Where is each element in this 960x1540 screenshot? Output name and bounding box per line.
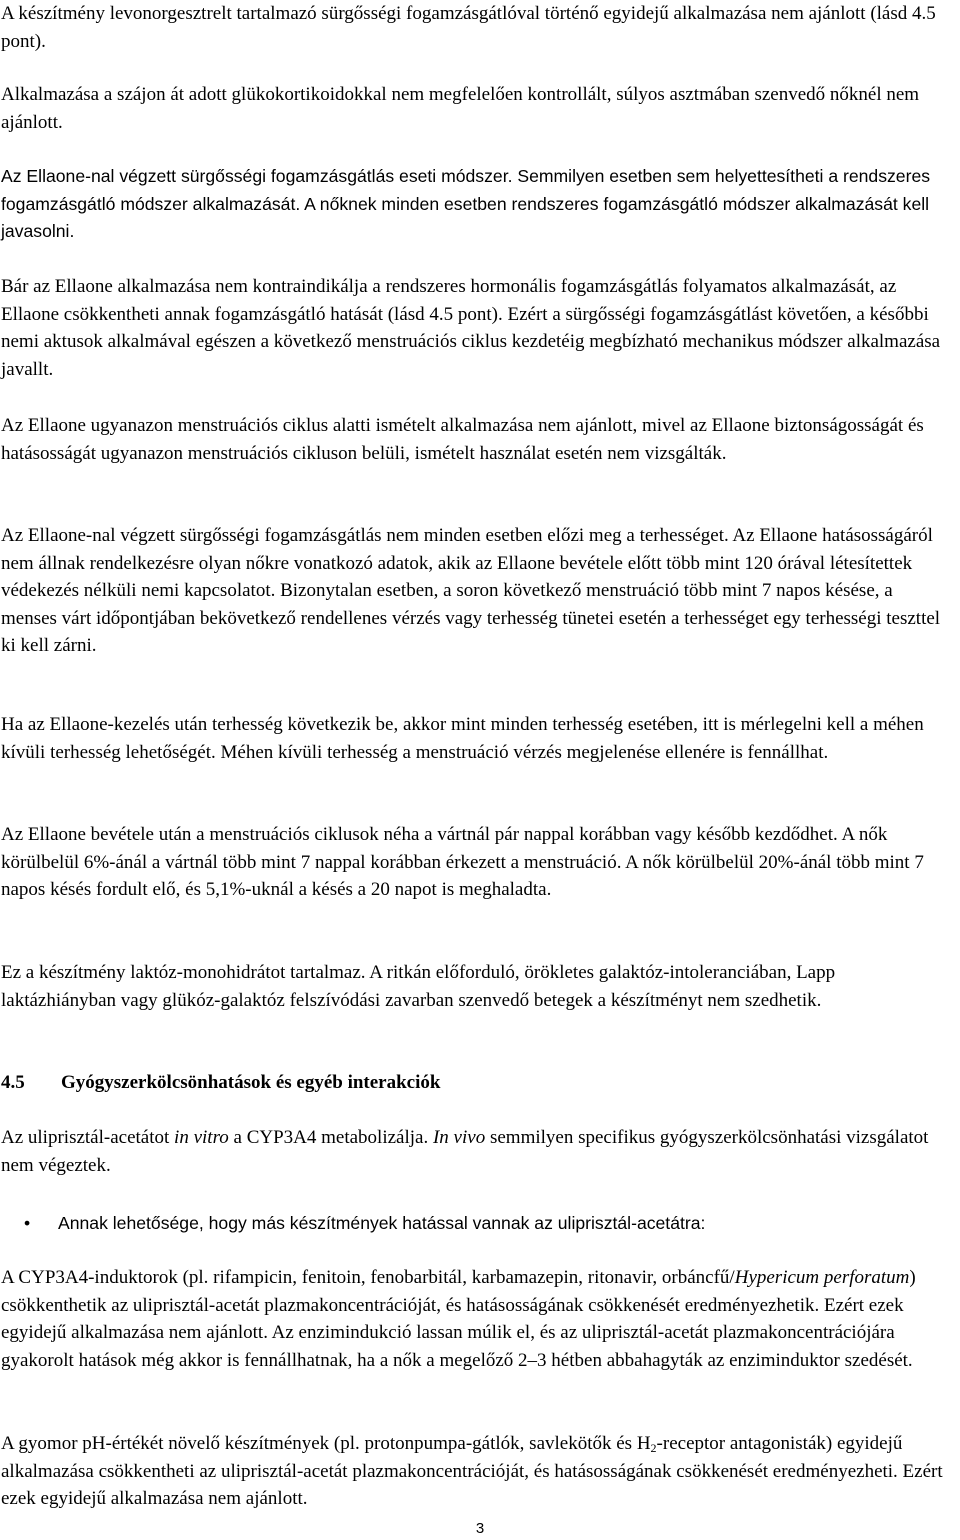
paragraph-occasional-method: Az Ellaone-nal végzett sürgősségi fogamzásgátlás eseti módszer. Semmilyen esetben sem helyettesítheti a rendszeres fogamzásgátló módszer alkalmazását. A nőknek minden esetben rendszeres fogamzásgátló módszer alkalmazását kell javasolni. bbox=[1, 166, 931, 241]
text-run: -receptor antagonisták) egyidejű alkalmazása csökkentheti az uliprisztál-acetát plazmakoncentrációját, és hatásosságának csökkenését eredményezheti. Ezért ezek egyidejű alkalmazása nem ajánlott. bbox=[1, 1433, 943, 1509]
section-title: Gyógyszerkölcsönhatások és egyéb interakciók bbox=[61, 1072, 441, 1093]
paragraph-lactose: Ez a készítmény laktóz-monohidrátot tartalmaz. A ritkán előforduló, örökletes galaktóz-intoleranciában, Lapp laktázhiányban vagy glükóz-galaktóz felszívódási zavarban szenvedő betegek a készítményt nem szedhetik. bbox=[1, 962, 836, 1011]
section-number: 4.5 bbox=[1, 1072, 25, 1093]
paragraph-gastric-ph bbox=[1, 1430, 951, 1513]
paragraph-levonorgestrel-warning: A készítmény levonorgesztrelt tartalmazó sürgősségi fogamzásgátlóval történő egyidejű alkalmazása nem ajánlott (lásd 4.5 pont). bbox=[1, 3, 936, 52]
text-run: ) csökkenthetik az uliprisztál-acetát plazmakoncentrációját, és hatásosságának csökkenését eredményezhetik. Ezért ezek egyidejű alkalmazása nem ajánlott. Az enzimindukció lassan múlik el, és az uliprisztál-acetát plazmakoncentrációjára gyakorolt hatások még akkor is fennállhatnak, ha a nők a megelőző 2–3 hétben abbahagyták az enziminduktor szedését. bbox=[1, 1267, 916, 1371]
paragraph-ectopic-pregnancy: Ha az Ellaone-kezelés után terhesség következik be, akkor mint minden terhesség esetében, itt is mérlegelni kell a méhen kívüli terhesség lehetőségét. Méhen kívüli terhesség a menstruáció vérzés megjelenése ellenére is fennállhat. bbox=[1, 714, 924, 763]
paragraph-asthma-warning: Alkalmazása a szájon át adott glükokortikoidokkal nem megfelelően kontrollált, súlyos asztmában szenvedő nőknél nem ajánlott. bbox=[1, 84, 920, 133]
section-heading bbox=[1, 1069, 951, 1097]
text-run: Az uliprisztál-acetátot bbox=[1, 1127, 175, 1148]
bullet-text: Annak lehetősége, hogy más készítmények hatással vannak az uliprisztál-acetátra: bbox=[58, 1213, 706, 1233]
text-run: semmilyen specifikus gyógyszerkölcsönhatási vizsgálatot nem végeztek. bbox=[1, 1127, 929, 1176]
subscript: 2 bbox=[650, 1441, 657, 1455]
bullet-icon: • bbox=[24, 1213, 31, 1233]
paragraph-cyp3a4-metabolism bbox=[1, 1124, 951, 1179]
paragraph-repeated-use: Az Ellaone ugyanazon menstruációs ciklus alatti ismételt alkalmazása nem ajánlott, mivel az Ellaone biztonságosságát és hatásosságát ugyanazon menstruációs cikluson belüli, ismételt használat esetén nem vizsgálták. bbox=[1, 415, 924, 464]
bullet-item bbox=[24, 1210, 944, 1238]
paragraph-cyp3a4-inducers bbox=[1, 1264, 951, 1374]
text-run: A CYP3A4-induktorok (pl. rifampicin, fenitoin, fenobarbitál, karbamazepin, ritonavir, orbáncfű/ bbox=[1, 1267, 735, 1288]
text-run-italic: Hypericum perforatum bbox=[734, 1267, 910, 1288]
text-run: A gyomor pH-értékét növelő készítmények (pl. protonpumpa-gátlók, savlekötők és H bbox=[1, 1433, 651, 1454]
page-number: 3 bbox=[475, 1520, 485, 1537]
text-run: a CYP3A4 metabolizálja. bbox=[228, 1127, 433, 1148]
paragraph-hormonal-contraception: Bár az Ellaone alkalmazása nem kontraindikálja a rendszeres hormonális fogamzásgátlás folyamatos alkalmazását, az Ellaone csökkentheti annak fogamzásgátló hatását (lásd 4.5 pont). Ezért a sürgősségi fogamzásgátlást követően, a későbbi nemi aktusok alkalmával egészen a következő menstruációs ciklus kezdetéig megbízható mechanikus módszer alkalmazása javallt. bbox=[1, 276, 941, 380]
paragraph-menstrual-cycle: Az Ellaone bevétele után a menstruációs ciklusok néha a vártnál pár nappal korábban vagy később kezdődhet. A nők körülbelül 6%-ánál a vártnál több mint 7 nappal korábban érkezett a menstruáció. A nők körülbelül 20%-ánál több mint 7 napos késés fordult elő, és 5,1%-uknál a késés a 20 napot is meghaladta. bbox=[1, 824, 924, 900]
paragraph-pregnancy-prevention: Az Ellaone-nal végzett sürgősségi fogamzásgátlás nem minden esetben előzi meg a terhességet. Az Ellaone hatásosságáról nem állnak rendelkezésre olyan nőkre vonatkozó adatok, akik az Ellaone bevétele előtt több mint 120 órával létesítettek védekezés nélküli nemi kapcsolatot. Bizonytalan esetben, a soron következő menstruáció több mint 7 napos késése, a menses várt időpontjában bekövetkező rendellenes vérzés vagy terhesség tünetei esetén a terhességet egy terhességi teszttel ki kell zárni. bbox=[1, 525, 941, 656]
text-run-italic: in vitro bbox=[174, 1127, 229, 1148]
text-run-italic: In vivo bbox=[432, 1127, 486, 1148]
